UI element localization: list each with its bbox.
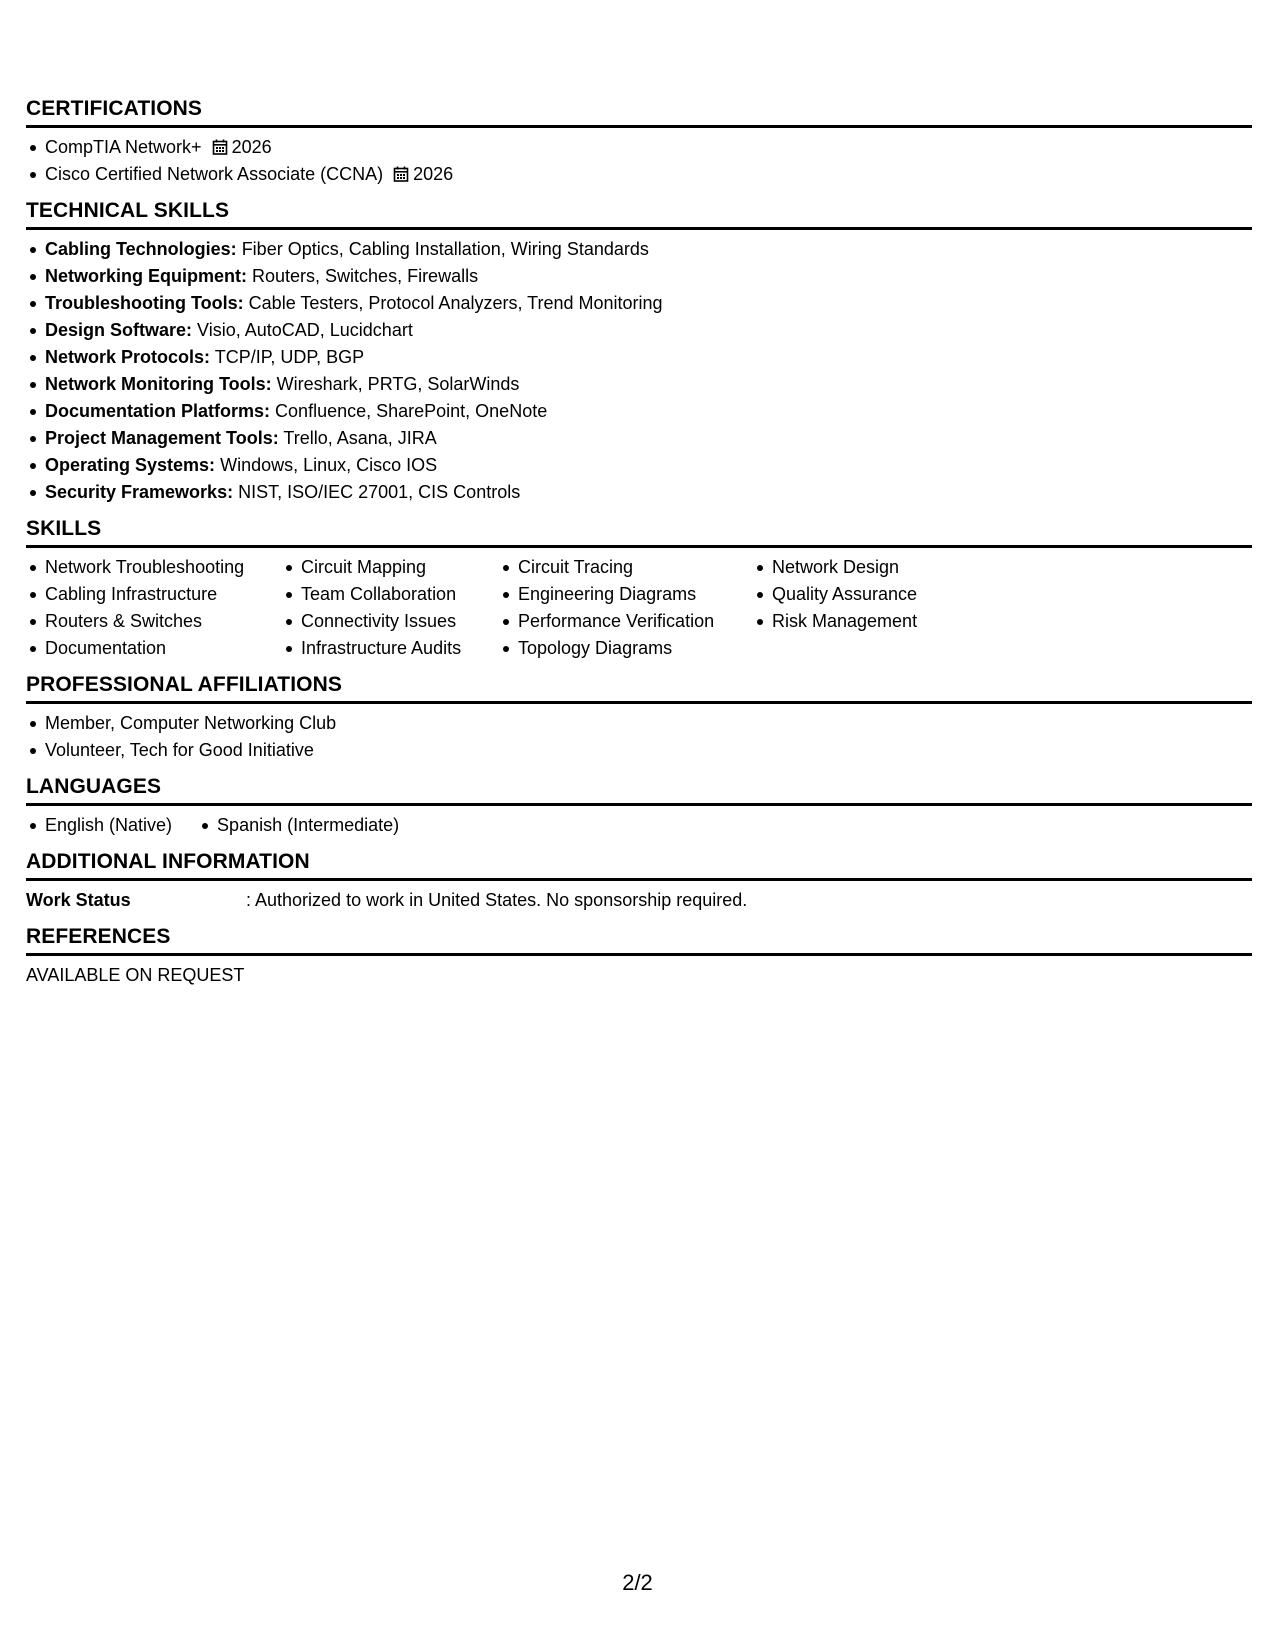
skills-column <box>282 554 499 662</box>
technical-skills-section <box>26 198 1252 506</box>
resume-page <box>26 96 1252 999</box>
technical-skill-item <box>26 263 1252 290</box>
skill-item: Circuit Tracing <box>499 554 753 581</box>
technical-skill-item <box>26 290 1252 317</box>
section-title: ADDITIONAL INFORMATION <box>26 849 1252 881</box>
affiliation-item: Member, Computer Networking Club <box>26 710 1252 737</box>
skill-values: TCP/IP, UDP, BGP <box>214 347 365 367</box>
calendar-icon <box>212 139 228 155</box>
skill-category: Network Monitoring Tools: <box>45 374 272 394</box>
skill-item: Routers & Switches <box>26 608 282 635</box>
skill-item: Network Design <box>753 554 917 581</box>
technical-skill-item <box>26 371 1252 398</box>
certification-name: Cisco Certified Network Associate (CCNA) <box>45 164 384 184</box>
work-status-value: : Authorized to work in United States. No sponsorship required. <box>246 890 748 910</box>
skill-category: Project Management Tools: <box>45 428 279 448</box>
certification-name: CompTIA Network+ <box>45 137 202 157</box>
skill-values: Cable Testers, Protocol Analyzers, Trend Monitoring <box>248 293 663 313</box>
languages-section <box>26 774 1252 839</box>
section-title: PROFESSIONAL AFFILIATIONS <box>26 672 1252 704</box>
affiliations-list <box>26 710 1252 764</box>
skill-item: Quality Assurance <box>753 581 917 608</box>
skill-item: Connectivity Issues <box>282 608 499 635</box>
additional-info-section <box>26 849 1252 914</box>
skill-item: Circuit Mapping <box>282 554 499 581</box>
skill-item: Team Collaboration <box>282 581 499 608</box>
skills-columns <box>26 554 1252 662</box>
skill-item: Network Troubleshooting <box>26 554 282 581</box>
skill-values: Trello, Asana, JIRA <box>283 428 437 448</box>
skill-item: Documentation <box>26 635 282 662</box>
language-item: Spanish (Intermediate) <box>198 812 399 839</box>
certification-item <box>26 134 1252 161</box>
skill-item: Performance Verification <box>499 608 753 635</box>
section-title: REFERENCES <box>26 924 1252 956</box>
affiliation-item: Volunteer, Tech for Good Initiative <box>26 737 1252 764</box>
references-text: AVAILABLE ON REQUEST <box>26 965 245 985</box>
skills-column <box>753 554 917 662</box>
skill-values: Confluence, SharePoint, OneNote <box>275 401 548 421</box>
skill-item: Engineering Diagrams <box>499 581 753 608</box>
skills-column <box>26 554 282 662</box>
skill-category: Documentation Platforms: <box>45 401 271 421</box>
skill-category: Network Protocols: <box>45 347 211 367</box>
skill-category: Networking Equipment: <box>45 266 247 286</box>
references-section <box>26 924 1252 989</box>
skill-item: Topology Diagrams <box>499 635 753 662</box>
section-title: LANGUAGES <box>26 774 1252 806</box>
skill-category: Security Frameworks: <box>45 482 234 502</box>
work-status-label: Work Status <box>26 890 131 910</box>
languages-list <box>26 812 1252 839</box>
skill-item: Infrastructure Audits <box>282 635 499 662</box>
skill-values: Windows, Linux, Cisco IOS <box>220 455 438 475</box>
skill-category: Troubleshooting Tools: <box>45 293 244 313</box>
skill-values: Fiber Optics, Cabling Installation, Wiring Standards <box>241 239 649 259</box>
certification-item <box>26 161 1252 188</box>
certification-year: 2026 <box>413 164 454 184</box>
skill-values: Wireshark, PRTG, SolarWinds <box>276 374 520 394</box>
skill-values: Routers, Switches, Firewalls <box>252 266 479 286</box>
skill-category: Operating Systems: <box>45 455 216 475</box>
certifications-section <box>26 96 1252 188</box>
skill-values: NIST, ISO/IEC 27001, CIS Controls <box>238 482 521 502</box>
affiliations-section <box>26 672 1252 764</box>
calendar-icon <box>393 166 409 182</box>
certifications-list <box>26 134 1252 188</box>
page-number: 2/2 <box>622 1570 653 1595</box>
skills-section <box>26 516 1252 662</box>
skill-item: Cabling Infrastructure <box>26 581 282 608</box>
skill-category: Cabling Technologies: <box>45 239 237 259</box>
section-title: TECHNICAL SKILLS <box>26 198 1252 230</box>
skills-column <box>499 554 753 662</box>
certification-year: 2026 <box>231 137 272 157</box>
technical-skills-list <box>26 236 1252 506</box>
technical-skill-item <box>26 479 1252 506</box>
technical-skill-item <box>26 317 1252 344</box>
skill-values: Visio, AutoCAD, Lucidchart <box>197 320 413 340</box>
skill-category: Design Software: <box>45 320 193 340</box>
section-title: CERTIFICATIONS <box>26 96 1252 128</box>
technical-skill-item <box>26 344 1252 371</box>
technical-skill-item <box>26 452 1252 479</box>
skill-item: Risk Management <box>753 608 917 635</box>
language-item: English (Native) <box>26 812 172 839</box>
technical-skill-item <box>26 425 1252 452</box>
work-status-row <box>26 887 1252 914</box>
section-title: SKILLS <box>26 516 1252 548</box>
technical-skill-item <box>26 236 1252 263</box>
technical-skill-item <box>26 398 1252 425</box>
